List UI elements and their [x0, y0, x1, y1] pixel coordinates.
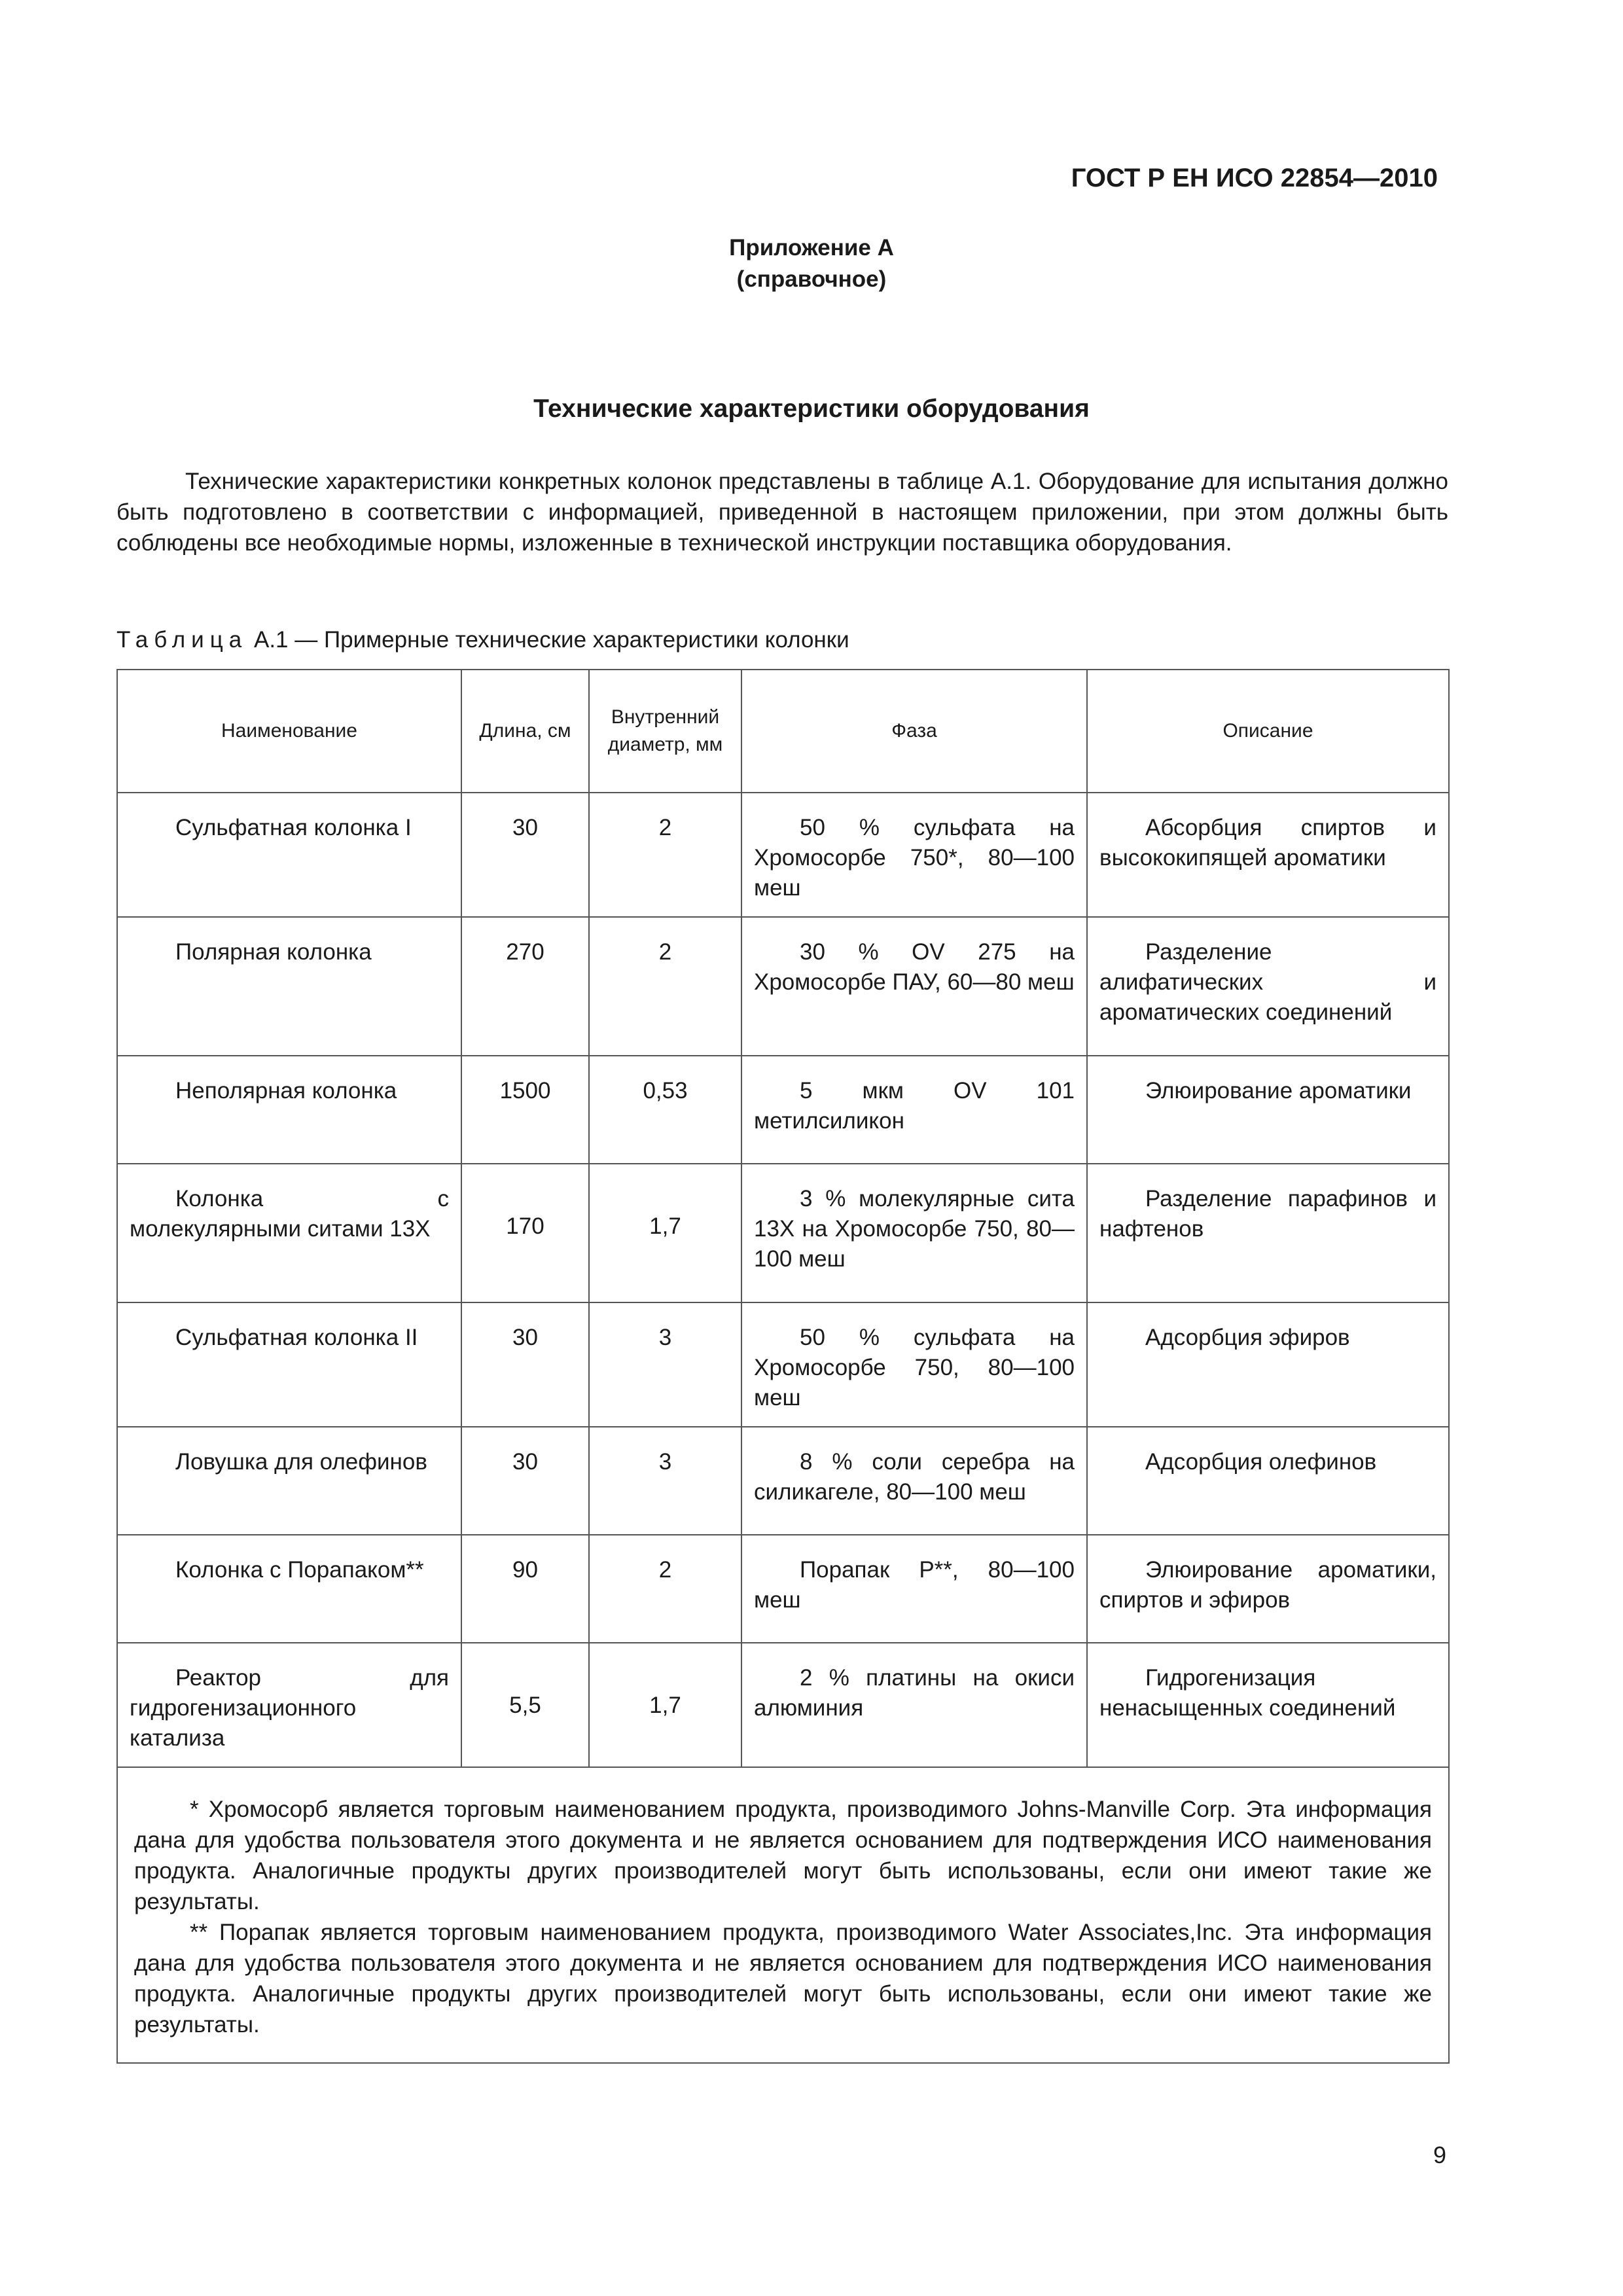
table-caption-text: А.1 — Примерные технические характеристики колонки — [253, 627, 849, 653]
appendix-title: Приложение А — [729, 235, 894, 260]
header-phase: Фаза — [741, 670, 1087, 793]
table-footnotes — [117, 1767, 1449, 2063]
cell-length: 270 — [506, 939, 544, 965]
header-length: Длина, см — [461, 670, 589, 793]
cell-phase: 30 % OV 275 на Хромосорбе ПАУ, 60—80 меш — [754, 939, 1075, 995]
table-row — [117, 1643, 1449, 1767]
cell-description: Разделение алифатических и ароматических соединений — [1099, 939, 1436, 1025]
header-name: Наименование — [117, 670, 461, 793]
table-row — [117, 917, 1449, 1056]
cell-length: 30 — [512, 815, 538, 840]
cell-description: Элюирование ароматики, спиртов и эфиров — [1099, 1557, 1436, 1613]
cell-description: Абсорбция спиртов и высококипящей ароматики — [1099, 815, 1436, 870]
cell-name: Неполярная колонка — [175, 1078, 397, 1103]
cell-diameter: 1,7 — [649, 1213, 681, 1239]
cell-description: Элюирование ароматики — [1145, 1078, 1412, 1103]
cell-phase: 8 % соли серебра на силикагеле, 80—100 меш — [754, 1449, 1075, 1505]
cell-phase: 3 % молекулярные сита 13X на Хромосорбе 750, 80—100 меш — [754, 1186, 1075, 1272]
cell-length: 1500 — [499, 1078, 551, 1103]
cell-phase: 50 % сульфата на Хромосорбе 750, 80—100 меш — [754, 1325, 1075, 1410]
cell-name: Полярная колонка — [175, 939, 372, 965]
table-row — [117, 1164, 1449, 1302]
cell-diameter: 2 — [658, 815, 672, 840]
table-header-row — [117, 670, 1449, 793]
footnotes-row — [117, 1767, 1449, 2063]
cell-diameter: 3 — [658, 1325, 672, 1350]
cell-name: Сульфатная колонка II — [175, 1325, 418, 1350]
table-row — [117, 793, 1449, 917]
cell-name: Сульфатная колонка I — [175, 815, 412, 840]
cell-phase: 50 % сульфата на Хромосорбе 750*, 80—100 меш — [754, 815, 1075, 901]
spec-table — [116, 669, 1450, 2064]
cell-description: Адсорбция олефинов — [1145, 1449, 1377, 1475]
table-row — [117, 1427, 1449, 1535]
cell-description: Гидрогенизация ненасыщенных соединений — [1099, 1665, 1396, 1721]
cell-diameter: 2 — [658, 939, 672, 965]
appendix-subtitle: (справочное) — [736, 266, 887, 292]
page-number: 9 — [1433, 2142, 1446, 2168]
cell-length: 30 — [512, 1325, 538, 1350]
table-caption — [116, 627, 849, 653]
cell-diameter: 3 — [658, 1449, 672, 1475]
header-description: Описание — [1087, 670, 1449, 793]
cell-length: 170 — [506, 1213, 544, 1239]
cell-name: Колонка с молекулярными ситами 13X — [130, 1186, 449, 1242]
table-row — [117, 1302, 1449, 1427]
cell-phase: Порапак P**, 80—100 меш — [754, 1557, 1075, 1613]
cell-diameter: 2 — [658, 1557, 672, 1583]
cell-description: Разделение парафинов и нафтенов — [1099, 1186, 1436, 1242]
header-diameter: Внутренний диаметр, мм — [589, 670, 741, 793]
cell-phase: 5 мкм OV 101 метилсиликон — [754, 1078, 1075, 1134]
cell-length: 90 — [512, 1557, 538, 1583]
table-row — [117, 1056, 1449, 1164]
table-caption-label: Таблица — [116, 627, 248, 653]
cell-diameter: 0,53 — [643, 1078, 688, 1103]
cell-length: 30 — [512, 1449, 538, 1475]
cell-phase: 2 % платины на окиси алюминия — [754, 1665, 1075, 1721]
intro-paragraph — [116, 466, 1448, 558]
cell-name: Колонка с Порапаком** — [175, 1557, 424, 1583]
table-row — [117, 1535, 1449, 1643]
intro-text: Технические характеристики конкретных колонок представлены в таблице А.1. Оборудование для испытания должно быть подготовлено в соответствии с информацией, приведенной в настоящем приложении, при этом должны быть соблюдены все необходимые нормы, изложенные в технической инструкции поставщика оборудования. — [116, 469, 1448, 556]
cell-description: Адсорбция эфиров — [1145, 1325, 1350, 1350]
cell-length: 5,5 — [509, 1693, 541, 1718]
footnote-porapak: ** Порапак является торговым наименованием продукта, производимого Water Associates,Inc. Эта информация дана для удобства пользователя этого документа и не является основанием для подтверждения ИСО наименования продукта. Аналогичные продукты других производителей могут быть использованы, если они имеют такие же результаты. — [134, 1920, 1432, 2037]
cell-diameter: 1,7 — [649, 1693, 681, 1718]
appendix-heading — [0, 232, 1623, 295]
cell-name: Реактор для гидрогенизационного катализа — [130, 1665, 449, 1751]
footnote-chromosorb: * Хромосорб является торговым наименованием продукта, производимого Johns-Manville Corp. Эта информация дана для удобства пользователя этого документа и не является основанием для подтверждения ИСО наименования продукта. Аналогичные продукты других производителей могут быть использованы, если они имеют такие же результаты. — [134, 1797, 1432, 1914]
standard-code: ГОСТ Р ЕН ИСО 22854—2010 — [1071, 164, 1438, 192]
cell-name: Ловушка для олефинов — [175, 1449, 427, 1475]
section-title: Технические характеристики оборудования — [533, 395, 1090, 423]
